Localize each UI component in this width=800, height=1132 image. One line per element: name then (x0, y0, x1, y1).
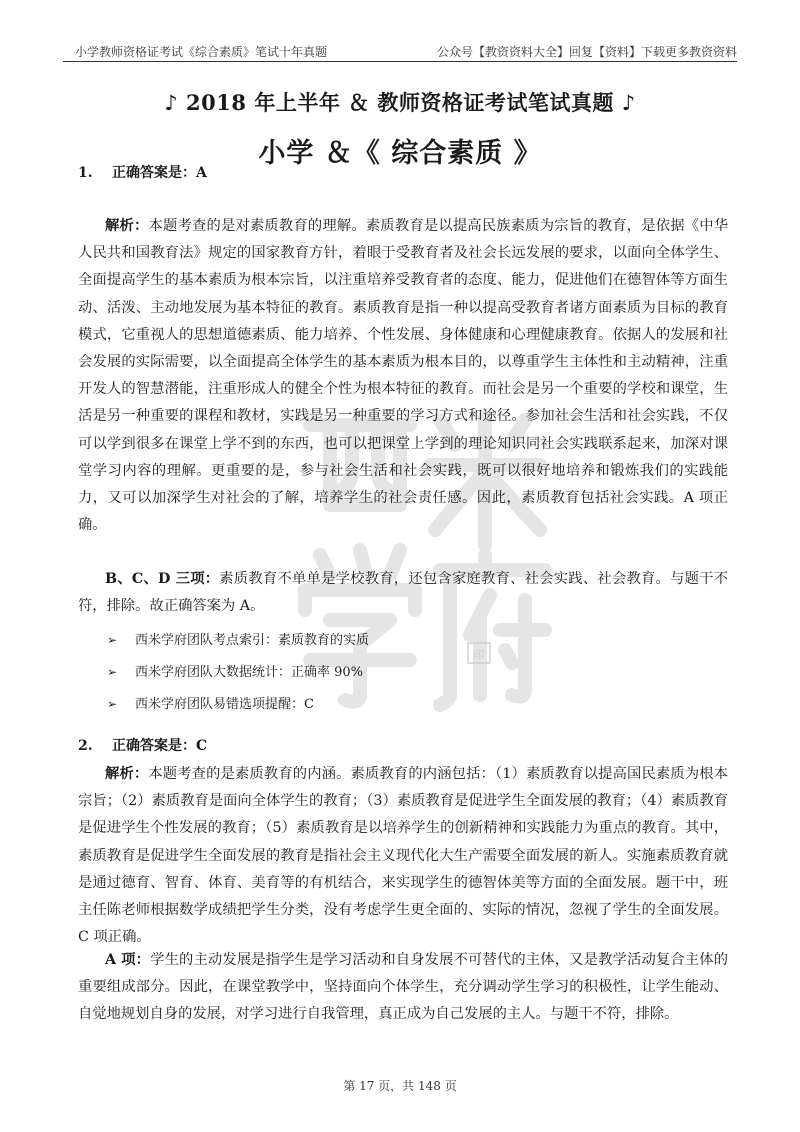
q1-bullet-3 (107, 693, 314, 712)
q1-answer: 正确答案是：A (112, 165, 207, 181)
q1-analysis-text: 本题考查的是对素质教育的理解。素质教育是以提高民族素质为宗旨的教育，是依据《中华人民共和国教育法》规定的国家教育方针，着眼于受教育者及社会长远发展的要求，以面向全体学生、全面提高学生的基本素质为根本宗旨，以注重培养受教育者的态度、能力，促进他们在德智体等方面生动、活泼、主动地发展为基本特征的教育。素质教育是指一种以提高受教育者诸方面素质为目标的教育模式，它重视人的思想道德素质、能力培养、个性发展、身体健康和心理健康教育。依据人的发展和社会发展的实际需要，以全面提高全体学生的基本素质为根本目的，以尊重学生主体性和主动精神，注重开发人的智慧潜能，注重形成人的健全个性为根本特征的教育。而社会是另一个重要的学校和课堂，生活是另一种重要的课程和教材，实践是另一种重要的学习方式和途径。参加社会生活和社会实践，不仅可以学到很多在课堂上学不到的东西，也可以把课堂上学到的理论知识同社会实践联系起来，加深对课堂学习内容的理解。更重要的是，参与社会生活和社会实践，既可以很好地培养和锻炼我们的实践能力，又可以加深学生对社会的了解，培养学生的社会责任感。因此，素质教育包括社会实践。A 项正确。 (78, 218, 729, 534)
q2-analysis-label: 解析： (105, 766, 149, 782)
q2-number: 2. (78, 738, 93, 754)
q2-a-label: A 项： (105, 952, 151, 968)
q1-number: 1. (78, 165, 93, 181)
svg-text:印: 印 (473, 648, 485, 661)
q2-analysis (78, 761, 728, 951)
arrow-bullet-icon: ➢ (107, 633, 118, 647)
q2-answer: 正确答案是：C (112, 738, 208, 754)
q1-analysis (78, 213, 728, 539)
q1-bullet-2 (107, 661, 363, 680)
q1-bcd-text: 素质教育不单单是学校教育，还包含家庭教育、社会实践、社会教育。与题干不符，排除。故正确答案为 A。 (78, 571, 728, 615)
q1-bcd-label: B、C、D 三项： (105, 571, 220, 587)
q1-bullet-1-text: 西米学府团队考点索引：素质教育的实质 (135, 633, 370, 648)
q1-bullet-1 (107, 629, 369, 648)
page-subtitle: 小学 ＆《 综合素质 》 (258, 138, 542, 169)
q1-bullet-3-text: 西米学府团队易错选项提醒：C (135, 697, 314, 712)
header-right-text: 公众号【教资资料大全】回复【资料】下载更多教资资料 (436, 45, 737, 59)
q1-bcd (78, 566, 728, 620)
q2-analysis-text: 本题考查的是素质教育的内涵。素质教育的内涵包括：（1）素质教育以提高国民素质为根本宗旨；（2）素质教育是面向全体学生的教育；（3）素质教育是促进学生全面发展的教育；（4）素质教育是促进学生个性发展的教育；（5）素质教育是以培养学生的创新精神和实践能力为重点的教育。其中，素质教育是促进学生全面发展的教育是指社会主义现代化大生产需要全面发展的新人。实施素质教育就是通过德育、智育、体育、美育等的有机结合，来实现学生的德智体美等方面的全面发展。题干中，班主任陈老师根据数学成绩把学生分类，没有考虑学生更全面的、实际的情况，忽视了学生的全面发展。C 项正确。 (78, 766, 729, 946)
arrow-bullet-icon: ➢ (107, 665, 118, 679)
q2-option-a (78, 947, 728, 1029)
header-left-text: 小学教师资格证考试《综合素质》笔试十年真题 (75, 45, 328, 59)
arrow-bullet-icon: ➢ (107, 697, 118, 711)
q1-bullet-2-text: 西米学府团队大数据统计：正确率 90% (135, 665, 364, 680)
page-header (63, 40, 737, 62)
q1-header (78, 162, 207, 182)
page-title: ♪ 2018 年上半年 ＆ 教师资格证考试笔试真题 ♪ (164, 90, 636, 115)
q2-a-text: 学生的主动发展是指学生是学习活动和自身发展不可替代的主体，又是教学活动复合主体的重要组成部分。因此，在课堂教学中，坚持面向个体学生，充分调动学生学习的积极性，让学生能动、自觉地规划自身的发展，对学习进行自我管理，真正成为自己发展的主人。与题干不符，排除。 (78, 952, 728, 1023)
q2-header (78, 735, 207, 755)
page-footer: 第 17 页，共 148 页 (343, 1079, 457, 1093)
q1-analysis-label: 解析： (105, 218, 149, 234)
